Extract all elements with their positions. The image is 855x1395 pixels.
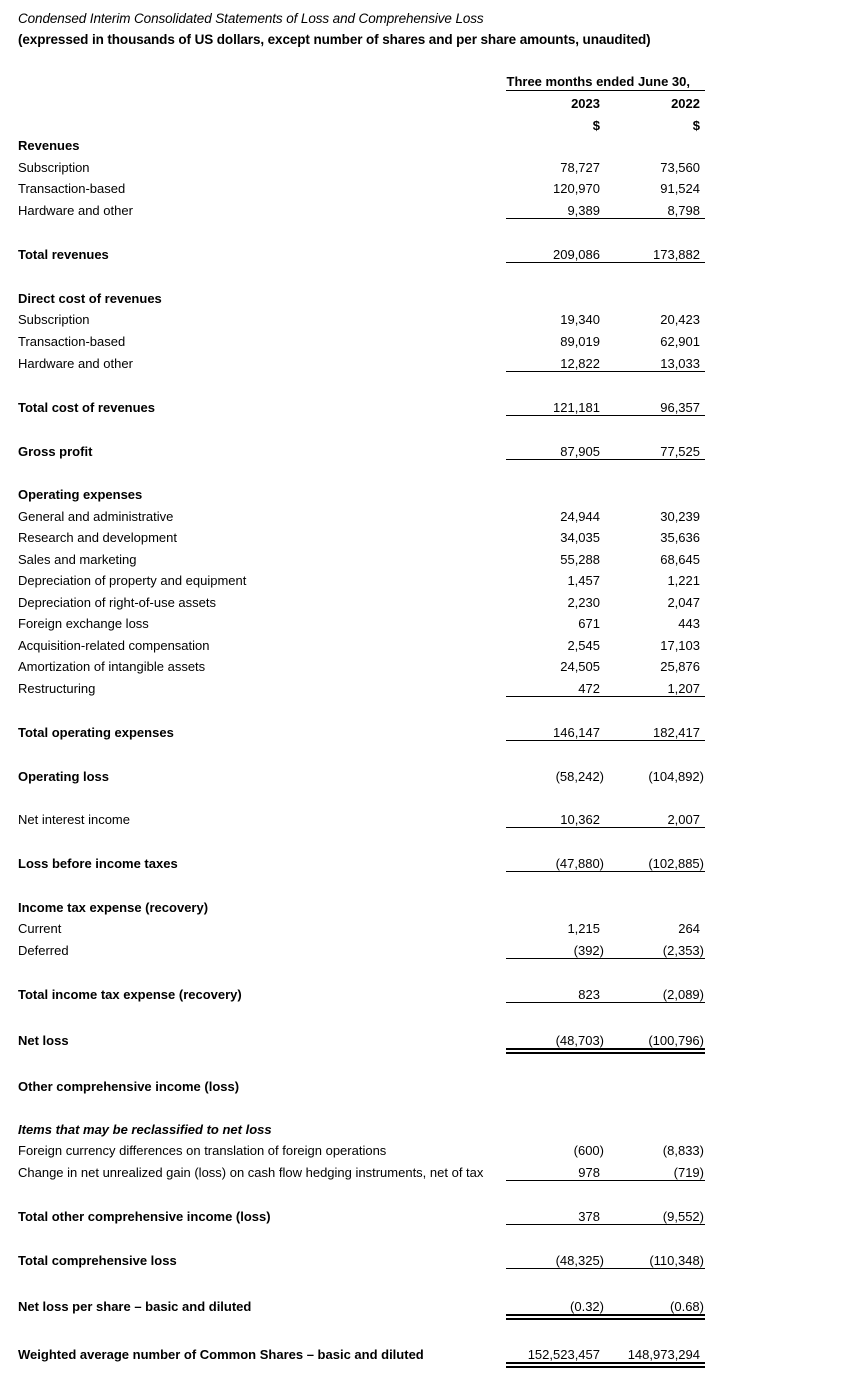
value-2022: 182,417 [653, 725, 700, 740]
underline [506, 1002, 705, 1003]
value-2023: (0.32) [570, 1299, 604, 1314]
value-2022: (2,089) [662, 987, 704, 1002]
row-label: Depreciation of property and equipment [18, 573, 247, 588]
value-2022: 173,882 [653, 247, 700, 262]
underline [506, 262, 705, 263]
year-header-2022: 2022 [671, 96, 700, 111]
table-row [0, 920, 855, 938]
value-2022: 2,007 [667, 812, 700, 827]
value-2023: (58,242) [555, 769, 604, 784]
value-2022: (104,892) [648, 769, 704, 784]
value-2023: 209,086 [553, 247, 600, 262]
row-label: Hardware and other [18, 203, 133, 218]
underline [506, 871, 705, 872]
row-label: Acquisition-related compensation [18, 638, 210, 653]
row-label: Gross profit [18, 444, 93, 459]
value-2022: 35,636 [660, 530, 700, 545]
value-2023: 89,019 [560, 334, 600, 349]
value-2023: 120,970 [553, 181, 600, 196]
row-label: Foreign currency differences on translation of foreign operations [18, 1143, 387, 1158]
double-underline [506, 1362, 705, 1368]
underline [506, 827, 705, 828]
double-underline [506, 1314, 705, 1320]
value-2023: (600) [573, 1143, 604, 1158]
row-label: General and administrative [18, 509, 174, 524]
value-2023: 1,457 [567, 573, 600, 588]
row-label: Operating expenses [18, 487, 143, 502]
statement-subtitle: (expressed in thousands of US dollars, except number of shares and per share amounts, unaudited) [18, 32, 651, 47]
value-2022: (110,348) [649, 1253, 704, 1268]
value-2022: 20,423 [660, 312, 700, 327]
table-row [0, 246, 855, 264]
value-2022: 68,645 [660, 552, 700, 567]
value-2023: 2,545 [567, 638, 600, 653]
row-label: Restructuring [18, 681, 96, 696]
value-2022: 96,357 [660, 400, 700, 415]
table-row [0, 355, 855, 373]
value-2023: (48,703) [555, 1033, 604, 1048]
table-row [0, 443, 855, 461]
row-label: Revenues [18, 138, 80, 153]
table-row [0, 768, 855, 786]
table-row [0, 508, 855, 526]
value-2023: 78,727 [560, 160, 600, 175]
row-label: Research and development [18, 530, 177, 545]
value-2022: 91,524 [660, 181, 700, 196]
table-row [0, 1142, 855, 1160]
row-label: Direct cost of revenues [18, 291, 162, 306]
value-2023: 378 [578, 1209, 600, 1224]
table-row [0, 159, 855, 177]
row-label: Total income tax expense (recovery) [18, 987, 242, 1002]
value-2023: 823 [578, 987, 600, 1002]
value-2022: 148,973,294 [627, 1347, 700, 1362]
table-row [0, 811, 855, 829]
row-label: Total revenues [18, 247, 109, 262]
underline [506, 459, 705, 460]
double-underline [506, 1048, 705, 1054]
row-label: Total cost of revenues [18, 400, 156, 415]
value-2023: 12,822 [560, 356, 600, 371]
table-row [0, 1346, 855, 1364]
row-label: Subscription [18, 160, 90, 175]
row-label: Transaction-based [18, 181, 126, 196]
table-row [0, 399, 855, 417]
row-label: Foreign exchange loss [18, 616, 149, 631]
row-label: Transaction-based [18, 334, 126, 349]
table-row [0, 551, 855, 569]
value-2023: 1,215 [567, 921, 600, 936]
table-row [0, 333, 855, 351]
value-2022: 25,876 [660, 659, 700, 674]
value-2022: 62,901 [660, 334, 700, 349]
value-2023: (47,880) [555, 856, 604, 871]
row-label: Subscription [18, 312, 90, 327]
row-label: Income tax expense (recovery) [18, 900, 209, 915]
value-2022: 1,221 [667, 573, 700, 588]
value-2023: 24,944 [560, 509, 600, 524]
value-2022: (8,833) [662, 1143, 704, 1158]
table-row [0, 855, 855, 873]
row-label: Deferred [18, 943, 69, 958]
value-2022: 30,239 [660, 509, 700, 524]
value-2022: (719) [673, 1165, 704, 1180]
value-2023: 24,505 [560, 659, 600, 674]
value-2022: 8,798 [667, 203, 700, 218]
table-row [0, 658, 855, 676]
row-label: Total operating expenses [18, 725, 174, 740]
value-2023: 10,362 [560, 812, 600, 827]
value-2022: (0.68) [670, 1299, 704, 1314]
row-label: Other comprehensive income (loss) [18, 1079, 240, 1094]
table-row [0, 486, 855, 504]
table-row [0, 202, 855, 220]
value-2023: (48,325) [555, 1253, 604, 1268]
table-row [0, 615, 855, 633]
value-2023: 121,181 [553, 400, 600, 415]
value-2022: 443 [678, 616, 700, 631]
underline [506, 371, 705, 372]
row-label: Amortization of intangible assets [18, 659, 206, 674]
value-2023: 978 [578, 1165, 600, 1180]
table-row [0, 1208, 855, 1226]
table-row [0, 180, 855, 198]
table-row [0, 899, 855, 917]
value-2023: 55,288 [560, 552, 600, 567]
row-label: Current [18, 921, 62, 936]
underline [506, 696, 705, 697]
value-2022: (9,552) [662, 1209, 704, 1224]
row-label: Net interest income [18, 812, 130, 827]
table-row [0, 572, 855, 590]
table-row [0, 1078, 855, 1096]
table-row [0, 290, 855, 308]
value-2023: (392) [573, 943, 604, 958]
currency-header-2022: $ [692, 118, 700, 133]
value-2023: 9,389 [567, 203, 600, 218]
table-row [0, 637, 855, 655]
value-2022: 264 [678, 921, 700, 936]
table-row [0, 1164, 855, 1182]
value-2022: (102,885) [648, 856, 704, 871]
value-2023: 671 [578, 616, 600, 631]
value-2022: 2,047 [667, 595, 700, 610]
table-row [0, 137, 855, 155]
value-2023: 2,230 [567, 595, 600, 610]
underline [506, 740, 705, 741]
row-label: Weighted average number of Common Shares – basic and diluted [18, 1347, 424, 1362]
year-header-2023: 2023 [571, 96, 600, 111]
row-label: Depreciation of right-of-use assets [18, 595, 216, 610]
table-row [0, 942, 855, 960]
row-label: Loss before income taxes [18, 856, 178, 871]
row-label: Net loss [18, 1033, 69, 1048]
table-row [0, 724, 855, 742]
value-2023: 19,340 [560, 312, 600, 327]
table-row [0, 1121, 855, 1139]
table-row [0, 1032, 855, 1050]
table-row [0, 1298, 855, 1316]
currency-header-2023: $ [592, 118, 600, 133]
value-2023: 146,147 [553, 725, 600, 740]
row-label: Sales and marketing [18, 552, 137, 567]
value-2022: 77,525 [660, 444, 700, 459]
underline [506, 958, 705, 959]
underline [506, 1180, 705, 1181]
underline [506, 1268, 705, 1269]
value-2022: (2,353) [662, 943, 704, 958]
table-row [0, 529, 855, 547]
row-label: Items that may be reclassified to net loss [18, 1122, 272, 1137]
value-2022: (100,796) [648, 1033, 704, 1048]
table-row [0, 680, 855, 698]
value-2023: 472 [578, 681, 600, 696]
period-header: Three months ended June 30, [506, 73, 705, 91]
underline [506, 415, 705, 416]
value-2022: 73,560 [660, 160, 700, 175]
statement-title: Condensed Interim Consolidated Statements of Loss and Comprehensive Loss [18, 11, 484, 26]
value-2023: 152,523,457 [527, 1347, 600, 1362]
table-row [0, 311, 855, 329]
table-row [0, 986, 855, 1004]
value-2022: 17,103 [660, 638, 700, 653]
table-row [0, 1252, 855, 1270]
row-label: Total comprehensive loss [18, 1253, 177, 1268]
underline [506, 1224, 705, 1225]
value-2023: 34,035 [560, 530, 600, 545]
row-label: Operating loss [18, 769, 110, 784]
row-label: Net loss per share – basic and diluted [18, 1299, 252, 1314]
value-2022: 13,033 [660, 356, 700, 371]
underline [506, 218, 705, 219]
row-label: Hardware and other [18, 356, 133, 371]
row-label: Change in net unrealized gain (loss) on cash flow hedging instruments, net of tax [18, 1165, 484, 1180]
value-2023: 87,905 [560, 444, 600, 459]
value-2022: 1,207 [667, 681, 700, 696]
table-row [0, 594, 855, 612]
row-label: Total other comprehensive income (loss) [18, 1209, 271, 1224]
